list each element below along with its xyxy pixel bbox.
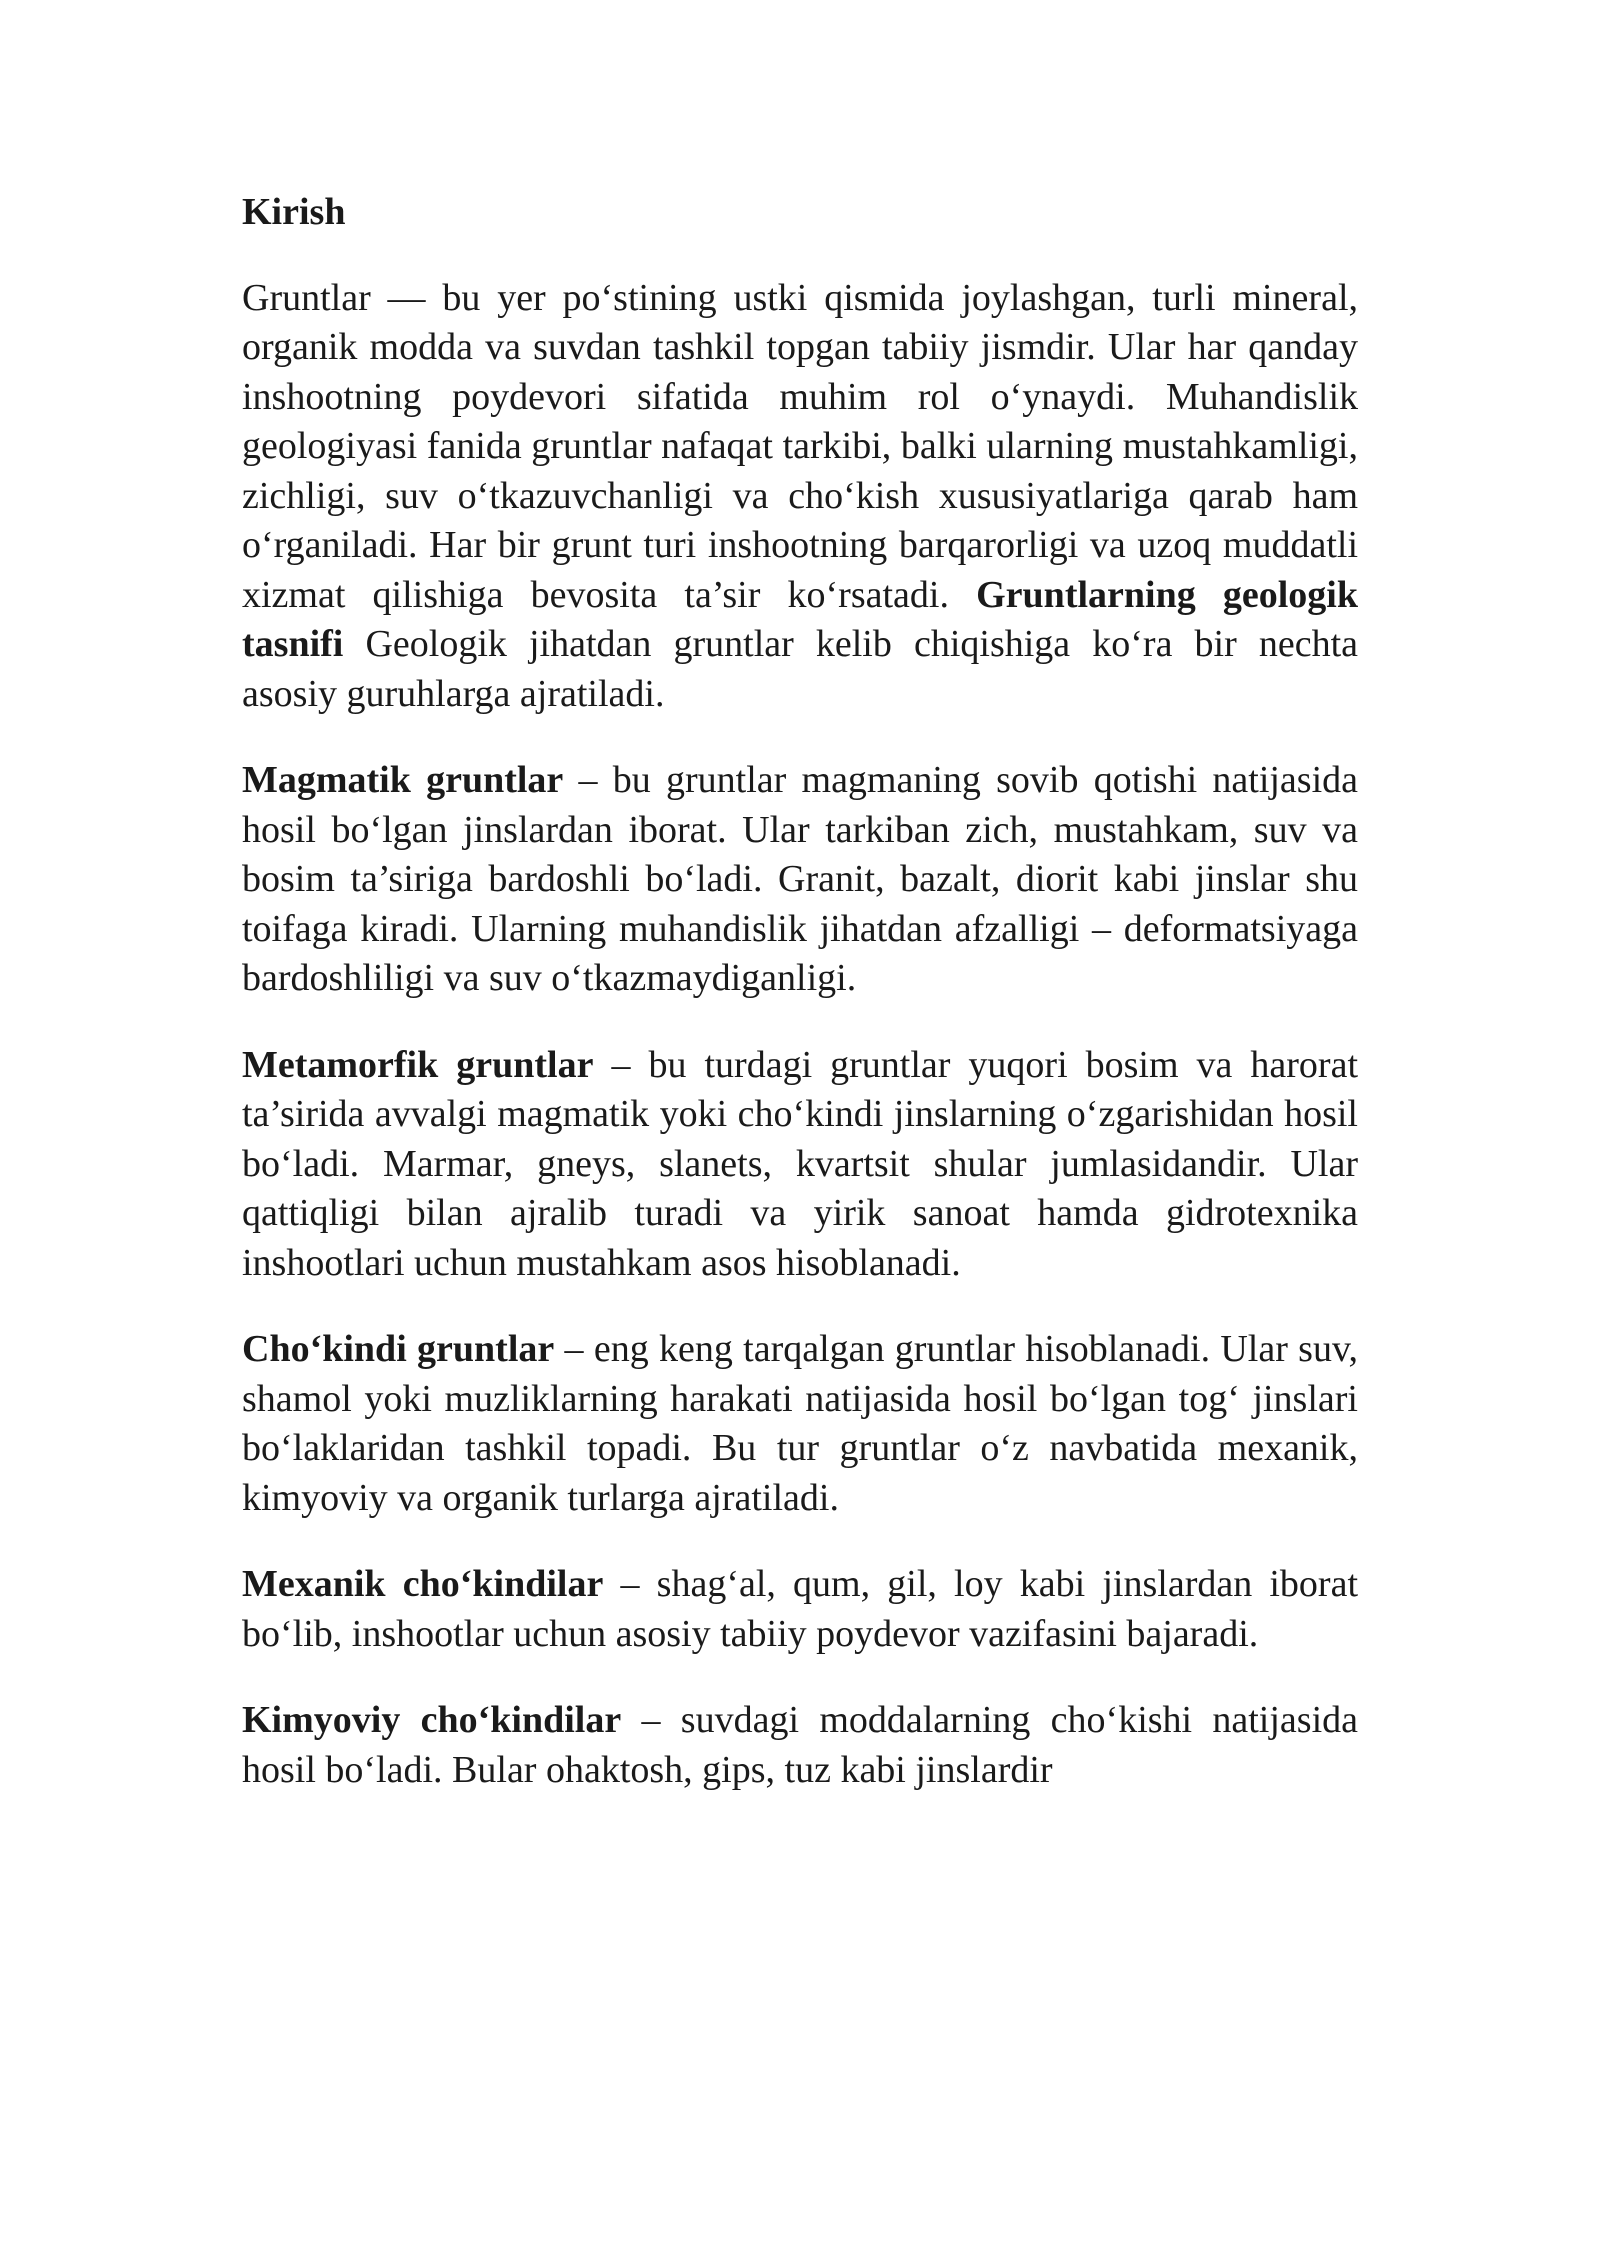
term-label: Metamorfik gruntlar [242, 1043, 594, 1086]
term-label: Mexanik cho‘kindilar [242, 1563, 604, 1605]
kimyoviy-paragraph [242, 1696, 1358, 1795]
paragraph-text: Gruntlar — bu yer po‘stining ustki qismida joylashgan, turli mineral, organik modda va suvdan tashkil topgan tabiiy jismdir. Ular har qanday inshootning poydevori sifatida muhim rol o‘ynaydi. Muhandislik geologiyasi fanida gruntlar nafaqat tarkibi, balki ularning mustahkamligi, zichligi, suv o‘tkazuvchanligi va cho‘kish xususiyatlariga qarab ham o‘rganiladi. Har bir grunt turi inshootning barqarorligi va uzoq muddatli xizmat qilishiga bevosita ta’sir ko‘rsatadi. [242, 276, 1358, 616]
intro-paragraph [242, 274, 1358, 720]
paragraph-text: – bu gruntlar magmaning sovib qotishi natijasida hosil bo‘lgan jinslardan iborat. Ular tarkiban zich, mustahkam, suv va bosim ta’siriga bardoshli bo‘ladi. Granit, bazalt, diorit kabi jinslar shu toifaga kiradi. Ularning muhandislik jihatdan afzalligi – deformatsiyaga bardoshliligi va suv o‘tkazmaydiganligi. [242, 759, 1359, 999]
section-heading: Kirish [242, 191, 346, 233]
term-label: Magmatik gruntlar [242, 759, 564, 801]
magmatik-paragraph [242, 756, 1358, 1004]
paragraph-text: – bu turdagi gruntlar yuqori bosim va harorat ta’sirida avvalgi magmatik yoki cho‘kindi jinslarning o‘zgarishidan hosil bo‘ladi. Marmar, gneys, slanets, kvartsit shular jumlasidandir. Ular qattiqligi bilan ajralib turadi va yirik sanoat hamda gidrotexnika inshootlari uchun mustahkam asos hisoblanadi. [242, 1043, 1359, 1284]
term-label: Kimyoviy cho‘kindilar [242, 1699, 622, 1741]
chokindi-paragraph [242, 1325, 1358, 1523]
paragraph-text: – eng keng tarqalgan gruntlar hisoblanadi. Ular suv, shamol yoki muzliklarning harakati natijasida hosil bo‘lgan tog‘ jinslari bo‘laklaridan tashkil topadi. Bu tur gruntlar o‘z navbatida mexanik, kimyoviy va organik turlarga ajratiladi. [242, 1328, 1358, 1519]
paragraph-text: Geologik jihatdan gruntlar kelib chiqishiga ko‘ra bir nechta asosiy guruhlarga ajratiladi. [242, 623, 1359, 715]
metamorfik-paragraph [242, 1041, 1358, 1289]
subheading-term: Gruntlarning geologik tasnifi [242, 573, 1358, 665]
paragraph-text: – suvdagi moddalarning cho‘kishi natijasida hosil bo‘ladi. Bular ohaktosh, gips, tuz kabi jinslardir [242, 1699, 1359, 1791]
paragraph-text: – shag‘al, qum, gil, loy kabi jinslardan iborat bo‘lib, inshootlar uchun asosiy tabiiy poydevor vazifasini bajaradi. [242, 1563, 1359, 1655]
term-label: Cho‘kindi gruntlar [242, 1328, 555, 1370]
mexanik-paragraph [242, 1560, 1358, 1659]
document-page [242, 188, 1358, 1795]
